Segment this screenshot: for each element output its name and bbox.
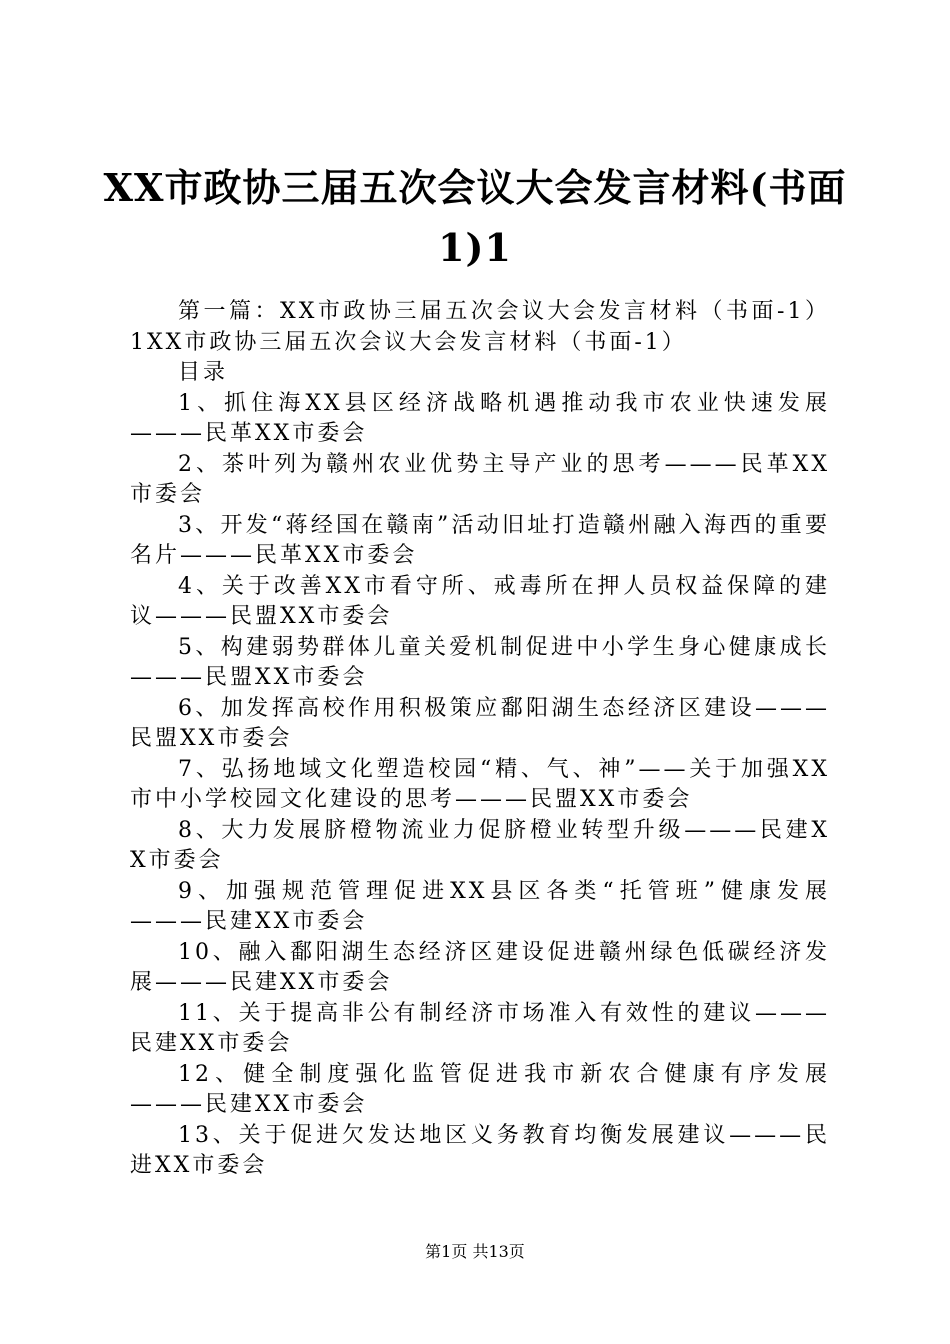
toc-item: 11、关于提高非公有制经济市场准入有效性的建议———民建XX市委会 [130, 1000, 830, 1056]
title-line-2: 1)1 [438, 225, 512, 270]
page-footer: 第1页 共13页 [425, 1242, 525, 1261]
toc-item: 10、融入鄱阳湖生态经济区建设促进赣州绿色低碳经济发展———民建XX市委会 [130, 939, 830, 995]
intro-paragraph: 第一篇：XX市政协三届五次会议大会发言材料（书面-1）1XX市政协三届五次会议大会发言材料（书面-1） [130, 299, 830, 355]
toc-item: 3、开发“蒋经国在赣南”活动旧址打造赣州融入海西的重要名片———民革XX市委会 [130, 512, 830, 568]
document-title [0, 158, 950, 278]
toc-item: 4、关于改善XX市看守所、戒毒所在押人员权益保障的建议———民盟XX市委会 [130, 573, 830, 629]
toc-item: 7、弘扬地域文化塑造校园“精、气、神”——关于加强XX市中小学校园文化建设的思考———民盟XX市委会 [130, 756, 830, 812]
toc-heading: 目录 [178, 360, 229, 385]
toc-item: 2、茶叶列为赣州农业优势主导产业的思考———民革XX市委会 [130, 451, 830, 507]
toc-item: 1、抓住海XX县区经济战略机遇推动我市农业快速发展———民革XX市委会 [130, 390, 830, 446]
toc-item: 8、大力发展脐橙物流业力促脐橙业转型升级———民建XX市委会 [130, 817, 830, 873]
toc-item: 12、健全制度强化监管促进我市新农合健康有序发展———民建XX市委会 [130, 1061, 830, 1117]
toc-item: 5、构建弱势群体儿童关爱机制促进中小学生身心健康成长———民盟XX市委会 [130, 634, 830, 690]
toc-item: 13、关于促进欠发达地区义务教育均衡发展建议———民进XX市委会 [130, 1122, 830, 1178]
document-body [130, 297, 830, 1182]
toc-item: 6、加发挥高校作用积极策应鄱阳湖生态经济区建设———民盟XX市委会 [130, 695, 830, 751]
title-line-1: XX市政协三届五次会议大会发言材料(书面 [103, 165, 847, 210]
toc-item: 9、加强规范管理促进XX县区各类“托管班”健康发展———民建XX市委会 [130, 878, 830, 934]
